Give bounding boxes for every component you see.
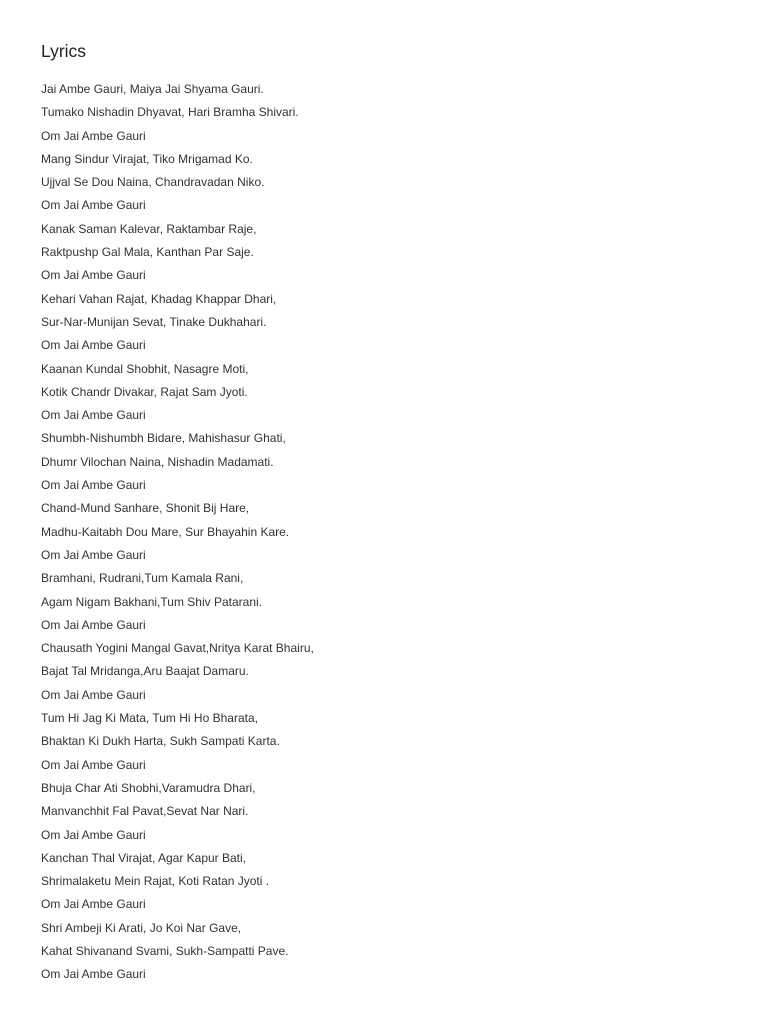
lyric-line: Om Jai Ambe Gauri [41,478,146,493]
lyric-line: Mang Sindur Virajat, Tiko Mrigamad Ko. [41,151,253,166]
lyric-line: Om Jai Ambe Gauri [41,128,146,143]
lyric-line: Madhu-Kaitabh Dou Mare, Sur Bhayahin Kare. [41,524,290,539]
lyric-line: Kaanan Kundal Shobhit, Nasagre Moti, [41,361,249,376]
lyrics-page [41,40,741,982]
lyric-line: Chausath Yogini Mangal Gavat,Nritya Karat Bhairu, [41,641,314,656]
lyric-line: Om Jai Ambe Gauri [41,757,146,772]
lyric-line: Agam Nigam Bakhani,Tum Shiv Patarani. [41,594,262,609]
lyric-line: Bhuja Char Ati Shobhi,Varamudra Dhari, [41,780,256,795]
lyric-line: Om Jai Ambe Gauri [41,827,146,842]
lyric-line: Om Jai Ambe Gauri [41,547,146,562]
lyric-line: Om Jai Ambe Gauri [41,338,146,353]
lyric-line: Kanchan Thal Virajat, Agar Kapur Bati, [41,850,247,865]
lyric-line: Kanak Saman Kalevar, Raktambar Raje, [41,221,257,236]
lyrics-list [41,78,314,987]
lyric-line: Om Jai Ambe Gauri [41,967,146,982]
lyric-line: Om Jai Ambe Gauri [41,617,146,632]
lyric-line: Om Jai Ambe Gauri [41,408,146,423]
lyric-line: Raktpushp Gal Mala, Kanthan Par Saje. [41,245,254,260]
lyric-line: Tum Hi Jag Ki Mata, Tum Hi Ho Bharata, [41,711,258,726]
lyric-line: Bramhani, Rudrani,Tum Kamala Rani, [41,571,244,586]
lyric-line: Jai Ambe Gauri, Maiya Jai Shyama Gauri. [41,82,264,96]
lyric-line: Om Jai Ambe Gauri [41,687,146,702]
lyric-line: Om Jai Ambe Gauri [41,268,146,283]
lyric-line: Kehari Vahan Rajat, Khadag Khappar Dhari, [41,291,277,306]
lyric-line: Shumbh-Nishumbh Bidare, Mahishasur Ghati, [41,431,286,446]
lyric-line: Ujjval Se Dou Naina, Chandravadan Niko. [41,175,265,190]
lyric-line: Kahat Shivanand Svami, Sukh-Sampatti Pave. [41,943,289,958]
lyric-line: Om Jai Ambe Gauri [41,198,146,213]
lyric-line: Bajat Tal Mridanga,Aru Baajat Damaru. [41,664,249,679]
lyric-line: Manvanchhit Fal Pavat,Sevat Nar Nari. [41,804,249,819]
lyric-line: Bhaktan Ki Dukh Harta, Sukh Sampati Karta. [41,734,280,749]
lyric-line: Om Jai Ambe Gauri [41,897,146,912]
lyric-line: Kotik Chandr Divakar, Rajat Sam Jyoti. [41,384,248,399]
lyric-line: Dhumr Vilochan Naina, Nishadin Madamati. [41,454,274,469]
lyric-line: Tumako Nishadin Dhyavat, Hari Bramha Shivari. [41,105,299,120]
lyric-line: Shrimalaketu Mein Rajat, Koti Ratan Jyoti . [41,874,270,889]
page-title: Lyrics [41,41,87,61]
lyric-line: Shri Ambeji Ki Arati, Jo Koi Nar Gave, [41,920,242,935]
lyric-line: Chand-Mund Sanhare, Shonit Bij Hare, [41,501,250,516]
lyric-line: Sur-Nar-Munijan Sevat, Tinake Dukhahari. [41,314,267,329]
